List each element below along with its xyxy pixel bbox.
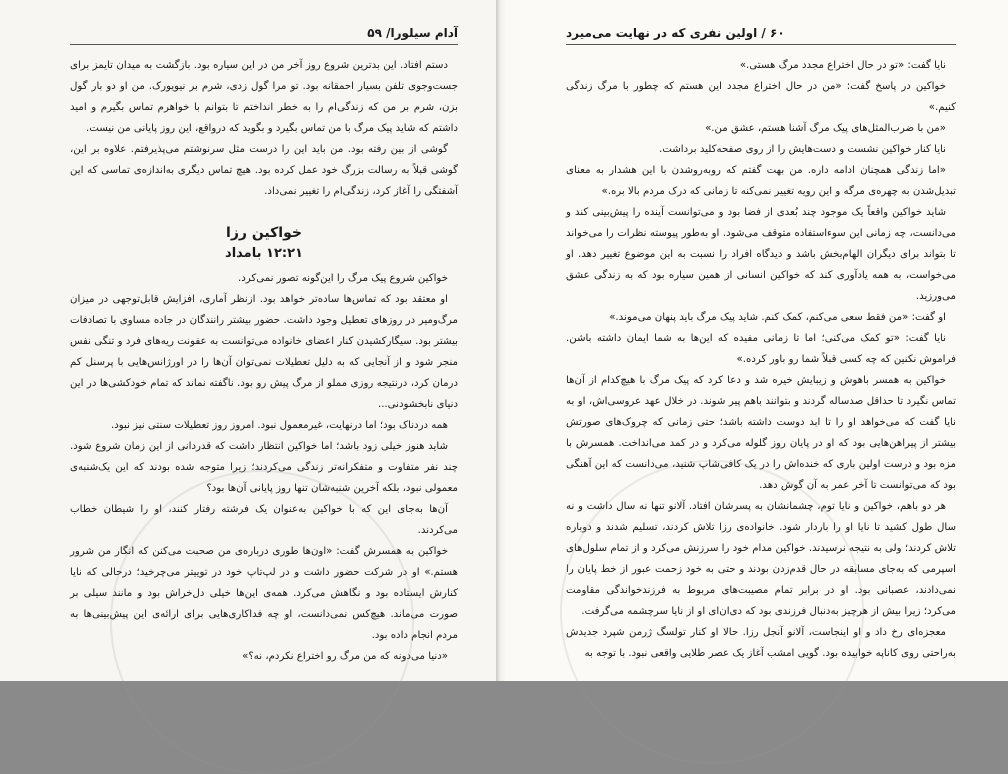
right-paragraph: معجزه‌ای رخ داد و او اینجاست، آلانو آنجل رزا. حالا او کنار تولسگ ژرمن شپرد جدیدش به‌راحتی روی کاناپه خوابیده بود. گویی امشب آغاز یک عصر طلایی واقعی نبود. با توجه به [566, 627, 956, 659]
right-paragraph: شاید خواکین واقعاً یک موجود چند بُعدی از فضا بود و می‌توانست آینده را پیش‌بینی کند و می‌دانست، چه زمانی این سوءاستفاده متوقف می‌شود. او به‌طور پیوسته نظرات را می‌خواند تا بتواند برای دیگران الهام‌بخش باشد و دیدگاه افراد را نسبت به این موضوع تغییر دهد. او می‌خواست، به همه یادآوری کند که خواکین انسانی از همین سیاره بود که به زندگی عشق می‌ورزید. [566, 207, 956, 302]
left-page [0, 0, 496, 681]
left-paragraph: دستم افتاد. این بدترین شروع روز آخر من در این سیاره بود. بازگشت به میدان تایمز برای جست‌وجوی تلفن بسیار احمقانه بود. تو مرا گول زدی، شرم بر نیویورک. من او دو بار گول بزن، شرم بر من که زندگی‌ام را به خطر انداختم تا بتوانم با خواهرم تماس بگیرم و امید داشتم که شاید پیک مرگ با من تماس بگیرد و بگوید که درواقع، این روز پایانی من نیست. [70, 60, 458, 134]
left-paragraph: آن‌ها به‌جای این که با خواکین به‌عنوان یک فرشته رفتار کنند، او را شیطان خطاب می‌کردند. [70, 504, 458, 536]
right-paragraph: «من با ضرب‌المثل‌های پیک مرگ آشنا هستم، عشق من.» [705, 123, 946, 134]
book-gutter [496, 0, 506, 681]
right-paragraph: نایا گفت: «تو در حال اختراع مجدد مرگ هستی.» [739, 60, 946, 71]
section-time: ۱۲:۲۱ بامداد [225, 246, 303, 261]
right-page [496, 0, 1008, 681]
left-paragraph: شاید هنوز خیلی زود باشد؛ اما خواکین انتظار داشت که قدردانی از این زمان شروع شود. چند نفر متفاوت و متفکرانه‌تر زندگی می‌کردند؛ زیرا متوجه شده بودند که این یک‌شنبه‌ی معمولی نبود، بلکه آخرین شنبه‌شان تنها روز پایانی آن‌ها بود؟ [70, 441, 458, 494]
right-running-header: ۶۰ / اولین نفری که در نهایت می‌میرد [566, 26, 956, 45]
right-paragraph: خواکین در پاسخ گفت: «من در حال اختراع مجدد این هستم که چطور با مرگ زندگی کنیم.» [566, 81, 956, 113]
right-paragraph: «اما زندگی همچنان ادامه داره. من بهت گفتم که روبه‌روشدن با این هشدار به معنای تبدیل‌شدن به چهره‌ی مرگه و این رویه تغییر نمی‌کنه تا زمانی که درک مردم بالا بره.» [566, 165, 956, 197]
left-paragraph: «دنیا می‌دونه که من مرگ رو اختراع نکردم، نه؟» [242, 651, 448, 662]
right-paragraph: نایا گفت: «تو کمک می‌کنی؛ اما تا زمانی مفیده که این‌ها به شما ایمان داشته باشن. فراموش نکنین که چه کسی قبلاً شما رو باور کرده.» [566, 333, 956, 365]
right-paragraph: هر دو باهم، خواکین و نایا توم، چشمانشان به پسرشان افتاد. آلانو تنها نه سال داشت و نه سال طول کشید تا نایا او را باردار شود. خانواده‌ی رزا تلاش کردند، تسلیم شدند و دوباره تلاش کردند؛ ولی به نتیجه نرسیدند. خواکین مدام خود را سرزنش می‌کرد و از تمام سلول‌های اسپرمی که به‌جای مسابقه در حال قدم‌زدن بودند و حتی به خود زحمت عبور از خط پایان را نمی‌دادند، عصبانی بود. او در برابر تمام مصیبت‌های مربوط به فرزندخواندگی مقاومت می‌کرد؛ زیرا بیش از هرچیز به‌دنبال فرزندی بود که دی‌ان‌ای او از نایا سرچشمه می‌گرفت. [566, 501, 956, 617]
section-title: خواکین رزا [226, 225, 302, 241]
right-paragraph: او گفت: «من فقط سعی می‌کنم، کمک کنم. شاید پیک مرگ باید پنهان می‌موند.» [609, 312, 946, 323]
left-paragraph: همه دردناک بود؛ اما درنهایت، غیرمعمول نبود. امروز روز تعطیلات سنتی نیز نبود. [110, 420, 448, 431]
right-paragraph: نایا کنار خواکین نشست و دست‌هایش را از روی صفحه‌کلید برداشت. [659, 144, 946, 155]
right-paragraph: خواکین به همسر باهوش و زیبایش خیره شد و دعا کرد که پیک مرگ با هیچ‌کدام از آن‌ها تماس نگیرد تا حداقل صدساله گردند و بتوانند باهم پیر شوند. در خلال عهد عروسی‌اش، او به نایا گفت که می‌خواهد او را تا ابد دوست داشته باشد؛ حتی زمانی که چروک‌های صورتش بیشتر از پیراهن‌هایی بود که او در پایان روز گلوله می‌کرد و در کمد می‌انداخت. همسرش با مزه بود و درست اولین باری که خنده‌اش را در یک کافی‌شاپ شنید، می‌دانست که این آهنگی بود که می‌توانست تا آخر عمر به آن گوش دهد. [566, 375, 956, 491]
left-paragraph: گوشی از بین رفته بود. من باید این را درست مثل سرنوشتم می‌پذیرفتم. علاوه بر این، گوشی قبلاً به رسالت بزرگ خود عمل کرده بود. هیچ تماس دیگری به‌اندازه‌ی تماسی که این آشفتگی را آغاز کرد، زندگی‌ام را تغییر نمی‌داد. [70, 144, 458, 197]
left-paragraph: او معتقد بود که تماس‌ها ساده‌تر خواهد بود. ازنظر آماری، افزایش قابل‌توجهی در میزان مرگ‌ومیر در روزهای تعطیل وجود داشت. حضور بیشتر رانندگان در جاده مساوی با تصادفات بیشتر بود. سیگارکشیدن کنار اعضای خانواده می‌توانست به عفونت ریه‌های فرد و تنگی نفس منجر شود و از آنجایی که به دلیل تعطیلات نمی‌توان آن‌ها را در اورژانس‌هایی با پرسنل کم درمان کرد، درنتیجه روزی مملو از مرگ پیش رو بود. ناگفته نماند که تمام خودکشی‌ها در این دنیای نابخشودنی... [70, 294, 458, 410]
left-paragraph: خواکین به همسرش گفت: «اون‌ها طوری درباره‌ی من صحبت می‌کنن که انگار من شرور هستم.» او در شرکت حضور داشت و در لپ‌تاپ خود در توییتر می‌چرخید؛ درحالی که نایا کنارش ایستاده بود و نگاهش می‌کرد. همه‌ی این‌ها خیلی دل‌خراش بود و مانند سیلی بر صورت می‌ماند. هیچ‌کس نمی‌دانست، او چه فداکاری‌هایی برای ارائه‌ی این پیش‌بینی‌ها به مردم انجام داده بود. [70, 546, 458, 641]
left-paragraph: خواکین شروع پیک مرگ را این‌گونه تصور نمی‌کرد. [237, 273, 448, 284]
left-running-header: آدام سیلورا/ ۵۹ [70, 26, 458, 45]
